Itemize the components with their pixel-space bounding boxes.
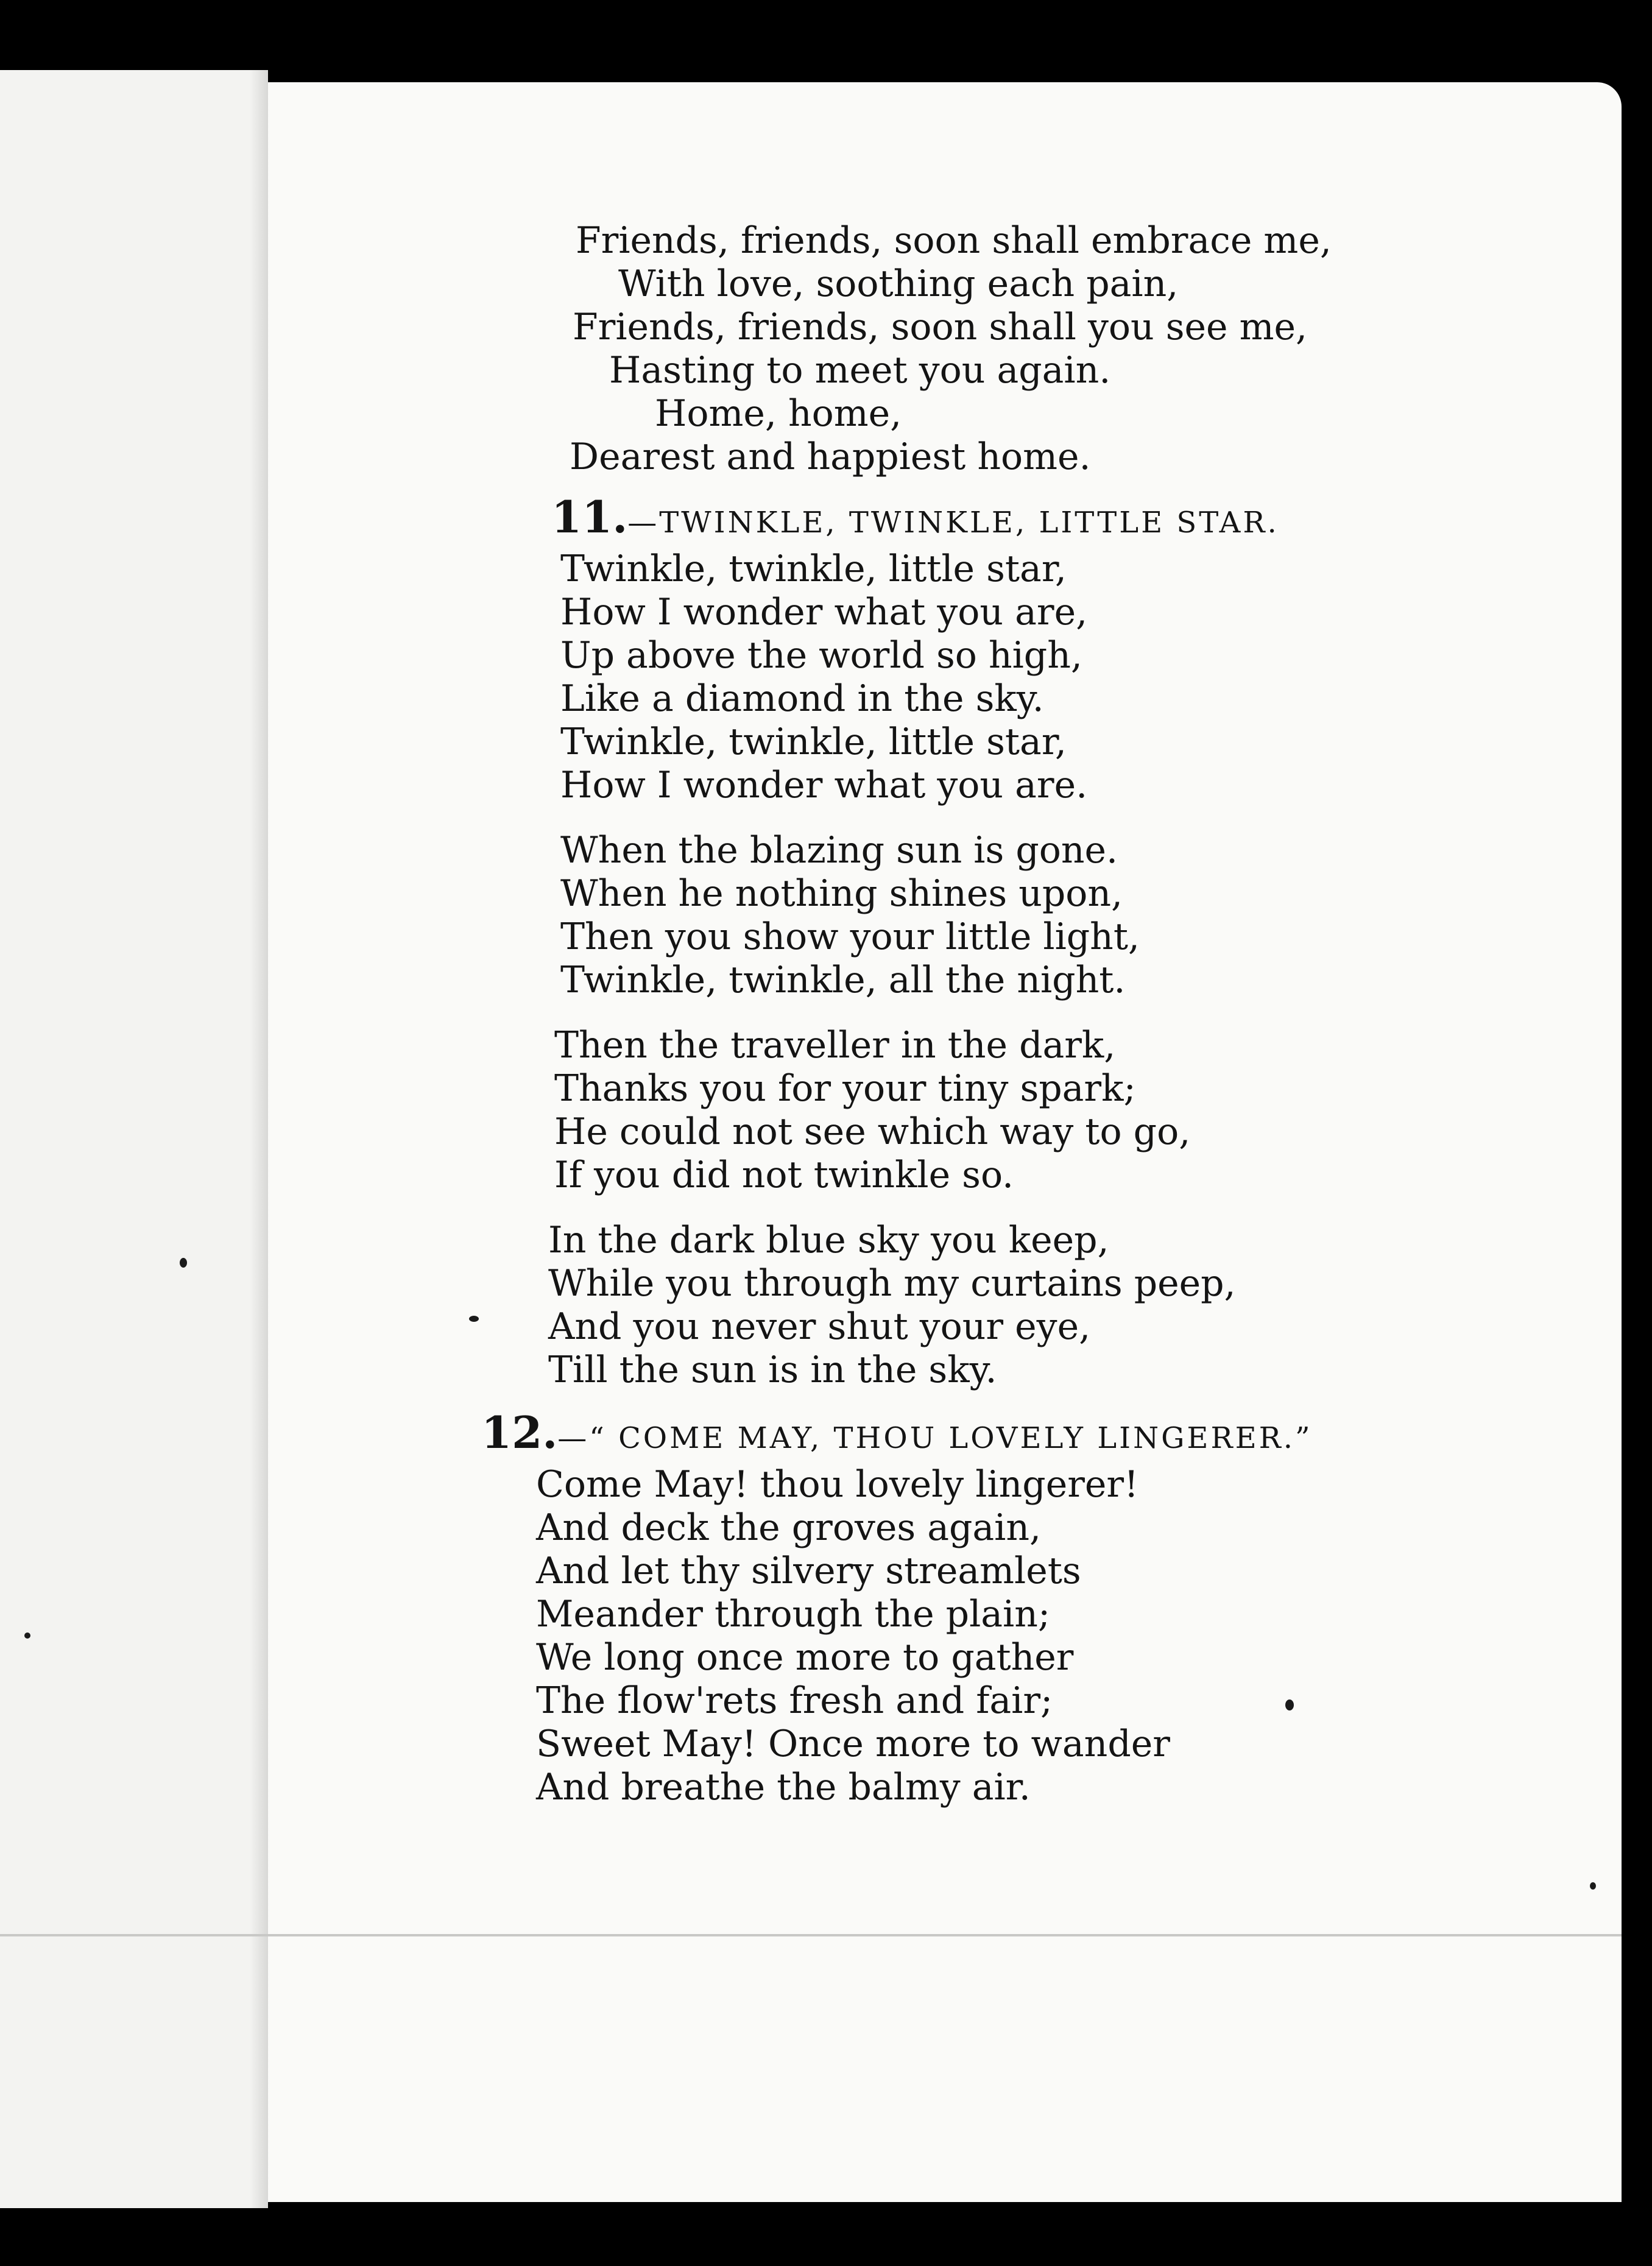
poem-line: Friends, friends, soon shall you see me, (573, 306, 1308, 348)
poem-line: Up above the world so high, (560, 634, 1082, 677)
song-11-stanza-1 (560, 548, 1364, 807)
song-11-heading (551, 491, 1364, 543)
song-12-number: 12. (481, 1407, 558, 1458)
poem-line: And breathe the balmy air. (536, 1766, 1031, 1809)
song-12-stanza-1 (536, 1463, 1364, 1809)
song-12-title: —“ COME MAY, THOU LOVELY LINGERER.” (557, 1421, 1313, 1455)
poem-line: Then the traveller in the dark, (554, 1024, 1116, 1067)
poem-line: If you did not twinkle so. (554, 1154, 1014, 1196)
poem-line: Dearest and happiest home. (570, 436, 1091, 478)
page-text (268, 219, 1364, 1809)
poem-line: Sweet May! Once more to wander (536, 1723, 1170, 1765)
poem-line: Twinkle, twinkle, little star, (560, 548, 1067, 590)
poem-line: When the blazing sun is gone. (560, 829, 1118, 872)
scan-speck (1590, 1882, 1596, 1890)
poem-line: How I wonder what you are. (560, 764, 1088, 807)
scan-speck (469, 1316, 479, 1322)
poem-line: And let thy silvery streamlets (536, 1550, 1081, 1592)
scan-speck (1285, 1700, 1294, 1710)
poem-line: While you through my curtains peep, (548, 1262, 1236, 1305)
poem-line: We long once more to gather (536, 1636, 1074, 1679)
poem-line: Twinkle, twinkle, little star, (560, 721, 1067, 763)
poem-line: And deck the groves again, (536, 1506, 1042, 1549)
song-12-heading (481, 1407, 1364, 1458)
poem-line: Come May! thou lovely lingerer! (536, 1463, 1139, 1506)
poem-line: With love, soothing each pain, (618, 263, 1179, 305)
poem-line: In the dark blue sky you keep, (548, 1219, 1109, 1262)
song-11-stanza-4 (548, 1219, 1364, 1392)
scan-speck (24, 1632, 30, 1639)
poem-line: Friends, friends, soon shall embrace me, (576, 219, 1332, 262)
stanza-home (268, 219, 1364, 479)
page-fold (250, 70, 268, 2208)
scan-speck (180, 1258, 187, 1268)
song-11-title: —TWINKLE, TWINKLE, LITTLE STAR. (627, 506, 1279, 540)
song-11-stanza-2 (560, 829, 1364, 1002)
poem-line: Thanks you for your tiny spark; (554, 1067, 1136, 1110)
poem-line: Like a diamond in the sky. (560, 677, 1044, 720)
poem-line: Home, home, (655, 392, 902, 435)
poem-line: Then you show your little light, (560, 916, 1140, 958)
poem-line: When he nothing shines upon, (560, 872, 1123, 915)
poem-line: Twinkle, twinkle, all the night. (560, 959, 1126, 1001)
poem-line: The flow'rets fresh and fair; (536, 1679, 1053, 1722)
poem-line: Till the sun is in the sky. (548, 1349, 997, 1391)
poem-line: How I wonder what you are, (560, 591, 1088, 634)
poem-line: Hasting to meet you again. (609, 349, 1111, 392)
poem-line: And you never shut your eye, (548, 1305, 1091, 1348)
song-11-stanza-3 (554, 1024, 1364, 1197)
poem-line: Meander through the plain; (536, 1593, 1051, 1636)
facing-page (0, 70, 268, 2208)
song-11-number: 11. (551, 491, 628, 543)
poem-line: He could not see which way to go, (554, 1110, 1191, 1153)
